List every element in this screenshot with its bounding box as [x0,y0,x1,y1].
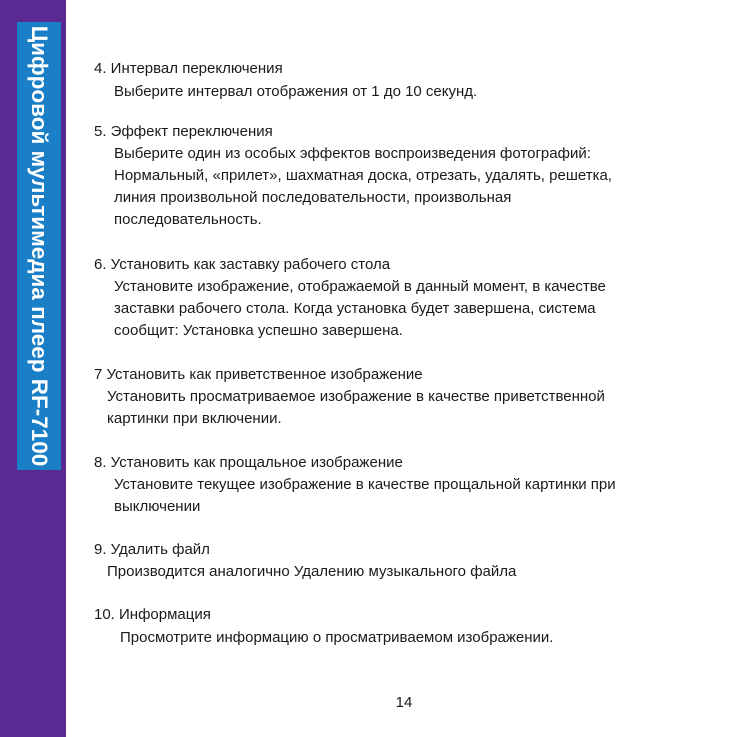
section-5-body-line: линия произвольной последовательности, произвольная [114,189,512,206]
section-8-body-line: выключении [114,498,201,515]
section-5-body-line: Нормальный, «прилет», шахматная доска, отрезать, удалять, решетка, [114,167,612,184]
section-5-heading: 5. Эффект переключения [94,123,273,140]
section-4-heading: 4. Интервал переключения [94,60,283,77]
section-7-body-line: Установить просматриваемое изображение в качестве приветственной [107,388,605,405]
section-6-heading: 6. Установить как заставку рабочего стола [94,256,391,273]
section-10-body-line: Просмотрите информацию о просматриваемом изображении. [120,629,554,646]
sidebar-title: Цифровой мультимедиа плеер RF-7100 [27,25,52,467]
section-10-heading: 10. Информация [94,606,211,623]
section-6-body-line: сообщит: Установка успешно завершена. [114,322,403,339]
section-5-body-line: последовательность. [114,211,262,228]
section-7-body-line: картинки при включении. [107,410,282,427]
section-7-heading: 7 Установить как приветственное изображение [94,366,423,383]
section-6-body-line: заставки рабочего стола. Когда установка будет завершена, система [114,300,596,317]
section-9-body-line: Производится аналогично Удалению музыкального файла [107,563,517,580]
section-5-body-line: Выберите один из особых эффектов воспроизведения фотографий: [114,145,591,162]
section-9-heading: 9. Удалить файл [94,541,210,558]
section-8-heading: 8. Установить как прощальное изображение [94,454,403,471]
page-number: 14 [395,694,413,711]
section-8-body-line: Установите текущее изображение в качестве прощальной картинки при [114,476,616,493]
section-4-body-line: Выберите интервал отображения от 1 до 10 секунд. [114,83,478,100]
section-6-body-line: Установите изображение, отображаемой в данный момент, в качестве [114,278,606,295]
